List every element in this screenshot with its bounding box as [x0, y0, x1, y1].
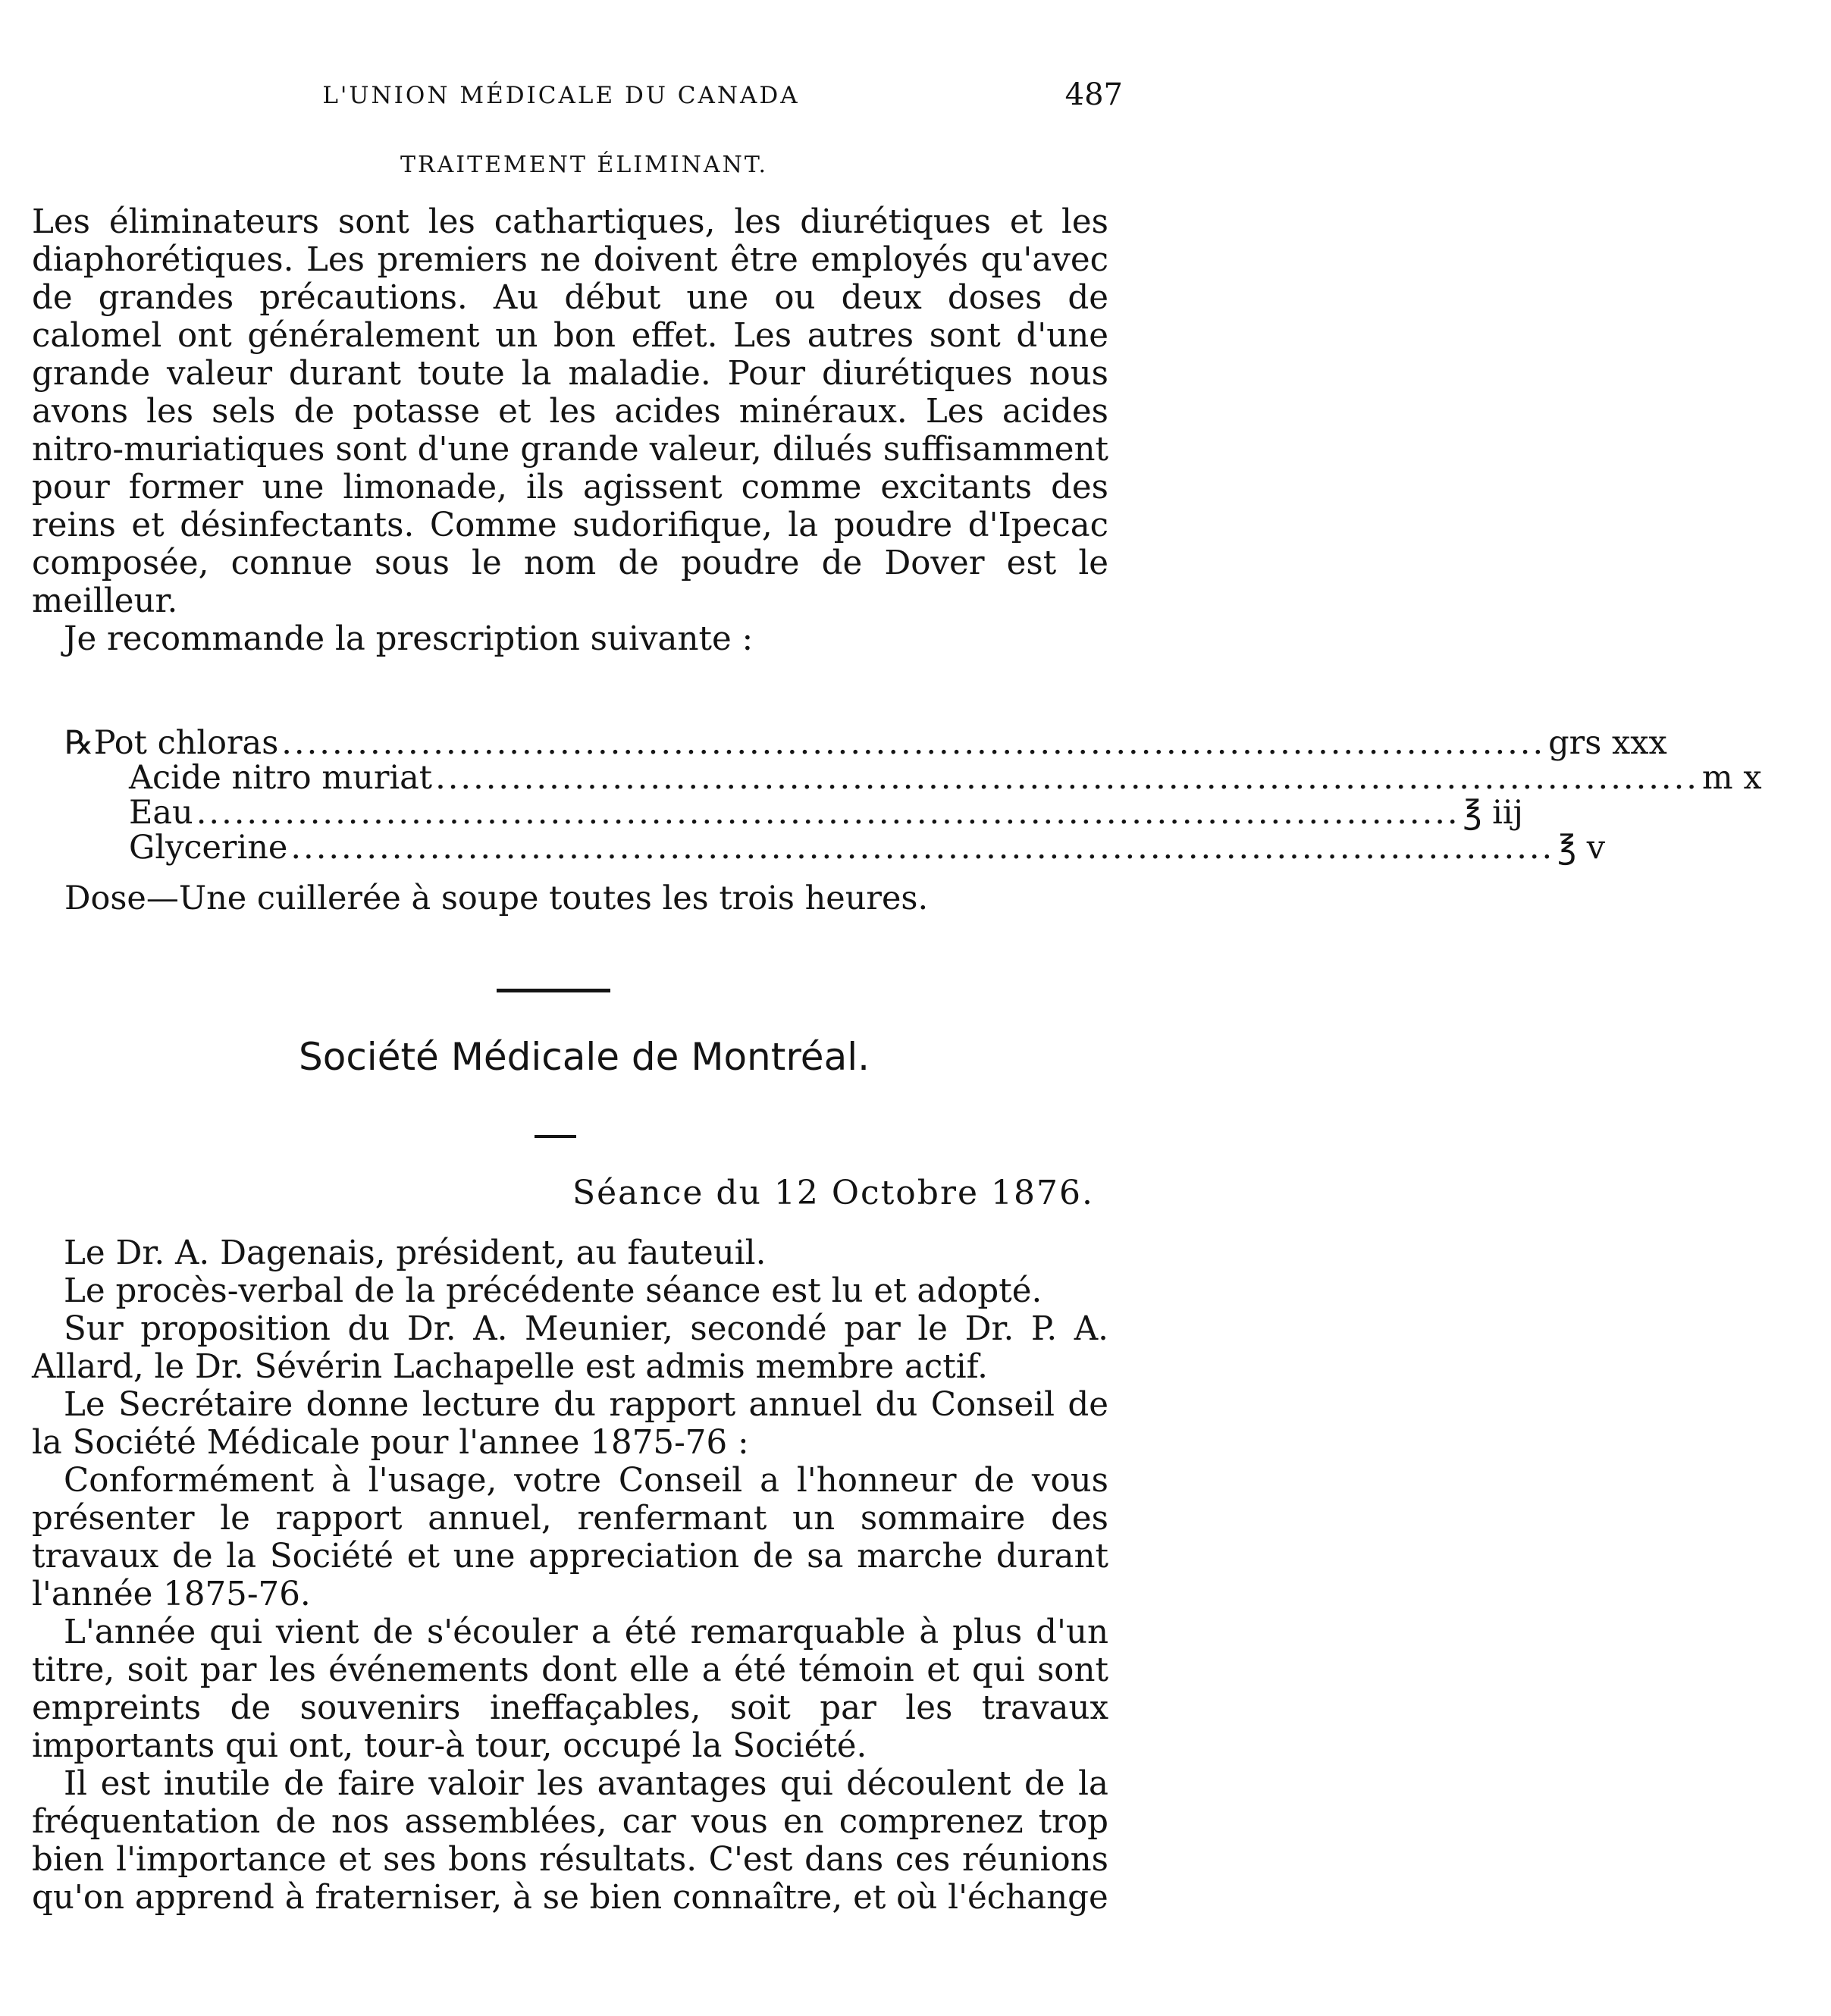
running-head: L'UNION MÉDICALE DU CANADA [322, 82, 800, 109]
prescription [64, 724, 1762, 867]
section-divider [497, 989, 610, 992]
minutes-paragraph: Le Dr. A. Dagenais, président, au fauteuil. [64, 1234, 767, 1272]
meeting-date: Séance du 12 Octobre 1876. [572, 1174, 1094, 1212]
ingredient-quantity: m x [1701, 759, 1762, 797]
prescription-line [64, 829, 1606, 867]
ingredient-name: Acide nitro muriat [129, 759, 433, 797]
minutes-paragraph: Sur proposition du Dr. A. Meunier, secondé par le Dr. P. A. Allard, le Dr. Sévérin Lachapelle est admis membre actif. [32, 1310, 1108, 1386]
prescription-line [64, 794, 1523, 832]
minutes-paragraph: L'année qui vient de s'écouler a été remarquable à plus d'un titre, soit par les événements dont elle a été témoin et qui sont empreints de souvenirs ineffaçables, soit par les travaux importants qui ont, tour-à tour, occupé la Société. [32, 1613, 1108, 1765]
minutes-paragraph: Conformément à l'usage, votre Conseil a l'honneur de vous présenter le rapport annuel, renfermant un sommaire des travaux de la Société et une appreciation de sa marche durant l'année 1875-76. [32, 1462, 1108, 1613]
ingredient-name: Glycerine [129, 829, 288, 867]
ingredient-name: Pot chloras [93, 724, 279, 762]
recipe-symbol: ℞ [64, 724, 94, 762]
ingredient-quantity: ℥ v [1557, 829, 1606, 867]
ingredient-quantity: ℥ iij [1463, 794, 1523, 832]
page-number: 487 [1064, 77, 1123, 112]
dose-instruction: Dose—Une cuillerée à soupe toutes les trois heures. [64, 879, 929, 917]
short-divider [535, 1135, 576, 1138]
section-title: TRAITEMENT ÉLIMINANT. [400, 152, 768, 178]
ingredient-quantity: grs xxx [1548, 724, 1667, 762]
leader-dots: .................................................................................................... [196, 794, 1460, 832]
paragraph-eliminants: Les éliminateurs sont les cathartiques, les diurétiques et les diaphorétiques. Les premiers ne doivent être employés qu'avec de grandes précautions. Au début une ou deux doses de calomel ont généralement un bon effet. Les autres sont d'une grande valeur durant toute la maladie. Pour diurétiques nous avons les sels de potasse et les acides minéraux. Les acides nitro-muriatiques sont d'une grande valeur, dilués suffisamment pour former une limonade, ils agissent comme excitants des reins et désinfectants. Comme sudorifique, la poudre d'Ipecac composée, connue sous le nom de poudre de Dover est le meilleur. [32, 203, 1108, 620]
minutes-paragraph: Le procès-verbal de la précédente séance est lu et adopté. [64, 1272, 1042, 1310]
society-heading: Société Médicale de Montréal. [298, 1035, 870, 1079]
prescription-line [64, 724, 1667, 762]
leader-dots: .................................................................................................... [290, 829, 1555, 867]
leader-dots: .................................................................................................... [281, 724, 1546, 762]
minutes-paragraph: Le Secrétaire donne lecture du rapport annuel du Conseil de la Société Médicale pour l'annee 1875-76 : [32, 1386, 1108, 1462]
prescription-line [64, 759, 1762, 797]
ingredient-name: Eau [129, 794, 193, 832]
prescription-intro: Je recommande la prescription suivante : [64, 620, 754, 658]
treatment-text [32, 203, 1108, 658]
leader-dots: .................................................................................................... [435, 759, 1699, 797]
meeting-minutes [32, 1234, 1108, 1917]
minutes-paragraph: Il est inutile de faire valoir les avantages qui découlent de la fréquentation de nos assemblées, car vous en comprenez trop bien l'importance et ses bons résultats. C'est dans ces réunions qu'on apprend à fraterniser, à se bien connaître, et où l'échange [32, 1765, 1108, 1917]
